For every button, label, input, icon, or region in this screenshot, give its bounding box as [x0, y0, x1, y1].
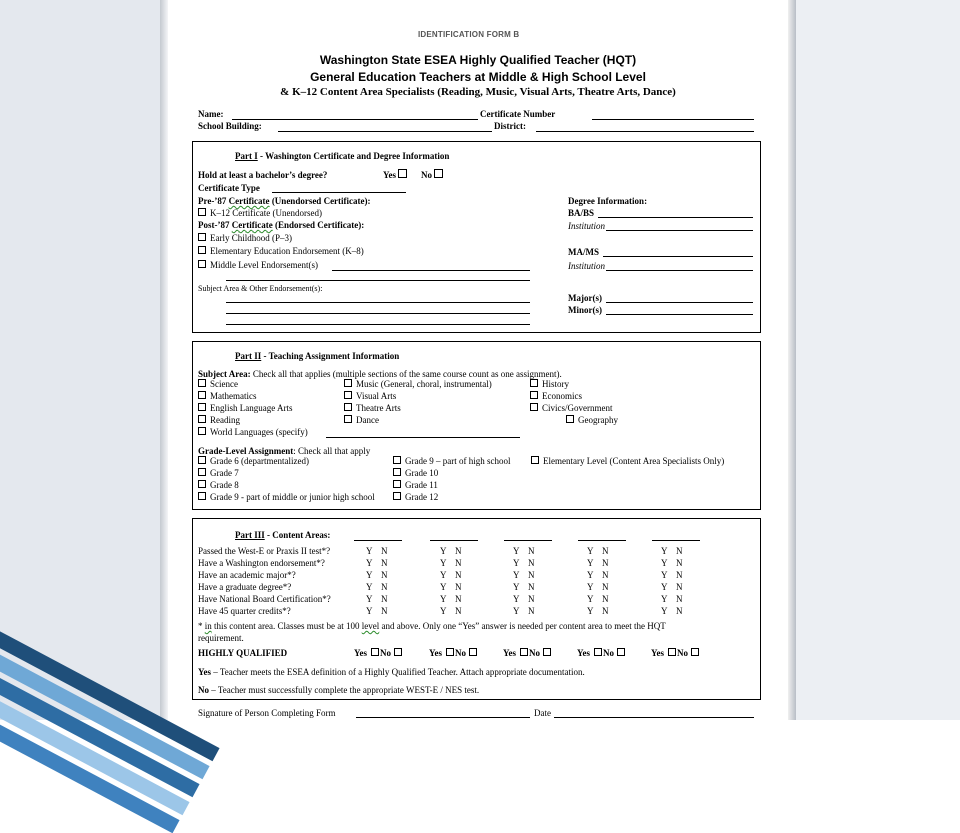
yes-option-col3[interactable]: Y [513, 582, 520, 592]
grade-6[interactable]: Grade 6 (departmentalized) [198, 456, 309, 466]
science-checkbox[interactable] [198, 379, 206, 387]
yes-option-col5[interactable]: Y [661, 606, 668, 616]
grade-8[interactable]: Grade 8 [198, 480, 239, 490]
part3-question: Have an academic major*? [198, 570, 296, 580]
hq-choice-col4 [577, 648, 629, 658]
yes-option-col3[interactable]: Y [513, 606, 520, 616]
part3-note-line2: requirement. [198, 633, 244, 643]
subject-civics[interactable]: Civics/Government [530, 403, 613, 413]
yes-option-col3[interactable]: Y [513, 570, 520, 580]
no-option-col2[interactable]: N [455, 558, 462, 568]
world-languages-checkbox[interactable] [198, 427, 206, 435]
no-option-col1[interactable]: N [381, 582, 388, 592]
elementary-option[interactable]: Elementary Education Endorsement (K–8) [198, 246, 364, 256]
form-title-line2: General Education Teachers at Middle & High School Level [310, 70, 646, 84]
no-option-col3[interactable]: N [528, 546, 535, 556]
form-title-line3: & K–12 Content Area Specialists (Reading, Music, Visual Arts, Theatre Arts, Dance) [280, 86, 676, 98]
no-option-col3[interactable]: N [528, 606, 535, 616]
middle-level-field[interactable] [332, 270, 530, 271]
part3-title: Part III - Content Areas: [235, 530, 331, 540]
yes-option-col2[interactable]: Y [440, 558, 447, 568]
no-definition: No – Teacher must successfully complete the appropriate WEST-E / NES test. [198, 685, 480, 695]
no-option-col5[interactable]: N [676, 594, 683, 604]
civics-checkbox[interactable] [530, 403, 538, 411]
yes-option-col4[interactable]: Y [587, 558, 594, 568]
music-checkbox[interactable] [344, 379, 352, 387]
form-page [168, 0, 788, 720]
hq-yes-checkbox[interactable] [668, 648, 676, 656]
majors-label: Major(s) [568, 293, 602, 303]
babs-label: BA/BS [568, 208, 595, 218]
yes-option-col5[interactable]: Y [661, 594, 668, 604]
hq-no-checkbox[interactable] [394, 648, 402, 656]
yes-option-col5[interactable]: Y [661, 570, 668, 580]
hq-yes-label: Yes [577, 648, 590, 658]
yes-option-col2[interactable]: Y [440, 582, 447, 592]
ela-checkbox[interactable] [198, 403, 206, 411]
no-option-col2[interactable]: N [455, 570, 462, 580]
subject-other-line1[interactable] [226, 302, 530, 303]
hq-yes-checkbox[interactable] [520, 648, 528, 656]
part3-question: Passed the West-E or Praxis II test*? [198, 546, 331, 556]
middle-level-option[interactable]: Middle Level Endorsement(s) [198, 260, 318, 270]
yes-option-col2[interactable]: Y [440, 594, 447, 604]
hq-choice-col1 [354, 648, 406, 658]
hq-yes-label: Yes [651, 648, 664, 658]
yes-option-col4[interactable]: Y [587, 570, 594, 580]
no-option-col5[interactable]: N [676, 582, 683, 592]
hq-no-label: No [455, 648, 466, 658]
grade-10[interactable]: Grade 10 [393, 468, 438, 478]
date-label: Date [534, 708, 551, 718]
district-label: District: [494, 121, 526, 131]
yes-option-col4[interactable]: Y [587, 546, 594, 556]
majors-field[interactable] [606, 302, 753, 303]
grade-8-checkbox[interactable] [198, 480, 206, 488]
yes-option-col1[interactable]: Y [366, 570, 373, 580]
mathematics-checkbox[interactable] [198, 391, 206, 399]
post87-label: Post-’87 Certificate (Endorsed Certificate): [198, 220, 365, 230]
grade-9-middle[interactable]: Grade 9 - part of middle or junior high school [198, 492, 375, 502]
name-field[interactable] [232, 119, 478, 120]
yes-option-col2[interactable]: Y [440, 570, 447, 580]
yes-option-col1[interactable]: Y [366, 558, 373, 568]
no-option-col3[interactable]: N [528, 594, 535, 604]
pre87-label: Pre-’87 Certificate (Unendorsed Certificate): [198, 196, 371, 206]
yes-option-col4[interactable]: Y [587, 582, 594, 592]
theatre-arts-checkbox[interactable] [344, 403, 352, 411]
yes-option-col5[interactable]: Y [661, 546, 668, 556]
certificate-number-label: Certificate Number [480, 109, 556, 119]
part3-note: * in this content area. Classes must be at 100 level and above. Only one “Yes” answer is needed per content area to meet the HQT [198, 621, 666, 631]
history-checkbox[interactable] [530, 379, 538, 387]
k12-option[interactable]: K–12 Certificate (Unendorsed) [198, 208, 322, 218]
certificate-number-field[interactable] [592, 119, 754, 120]
no-option-col5[interactable]: N [676, 558, 683, 568]
subject-other-line2[interactable] [226, 313, 530, 314]
grade-9-high[interactable]: Grade 9 – part of high school [393, 456, 510, 466]
geography-checkbox[interactable] [566, 415, 574, 423]
institution1-field[interactable] [606, 230, 753, 231]
yes-option-col3[interactable]: Y [513, 546, 520, 556]
dance-checkbox[interactable] [344, 415, 352, 423]
no-option-col4[interactable]: N [602, 594, 609, 604]
yes-option-col1[interactable]: Y [366, 582, 373, 592]
grade-level-instruction: Grade-Level Assignment: Check all that apply [198, 446, 371, 456]
middle-level-checkbox[interactable] [198, 260, 206, 268]
yes-option-col5[interactable]: Y [661, 582, 668, 592]
hq-yes-checkbox[interactable] [594, 648, 602, 656]
district-field[interactable] [536, 131, 754, 132]
no-option-col4[interactable]: N [602, 570, 609, 580]
yes-option-col3[interactable]: Y [513, 594, 520, 604]
part3-question: Have National Board Certification*? [198, 594, 331, 604]
date-field[interactable] [554, 717, 754, 718]
elementary-checkbox[interactable] [198, 246, 206, 254]
no-option-col2[interactable]: N [455, 594, 462, 604]
institution1-label: Institution [568, 221, 606, 231]
content-area-2-field[interactable] [430, 540, 478, 541]
bachelor-yes[interactable]: Yes [383, 169, 411, 180]
hq-no-label: No [529, 648, 540, 658]
yes-definition: Yes – Teacher meets the ESEA definition of a Highly Qualified Teacher. Attach appropriate documentation. [198, 667, 585, 677]
subject-geography[interactable]: Geography [566, 415, 618, 425]
signature-field[interactable] [356, 717, 530, 718]
grade-12[interactable]: Grade 12 [393, 492, 438, 502]
world-languages-field[interactable] [326, 437, 520, 438]
background-right [796, 0, 960, 720]
grade-12-checkbox[interactable] [393, 492, 401, 500]
hq-yes-label: Yes [503, 648, 516, 658]
subject-ela[interactable]: English Language Arts [198, 403, 293, 413]
minors-label: Minor(s) [568, 305, 602, 315]
yes-option-col3[interactable]: Y [513, 558, 520, 568]
hq-choice-col3 [503, 648, 555, 658]
no-option-col2[interactable]: N [455, 606, 462, 616]
mams-field[interactable] [603, 256, 753, 257]
school-building-label: School Building: [198, 121, 262, 131]
part2-title: Part II - Teaching Assignment Information [235, 351, 400, 361]
subject-science[interactable]: Science [198, 379, 238, 389]
grade-9-high-checkbox[interactable] [393, 456, 401, 464]
no-option-col4[interactable]: N [602, 582, 609, 592]
no-option-col5[interactable]: N [676, 546, 683, 556]
subject-theatre-arts[interactable]: Theatre Arts [344, 403, 401, 413]
endorsement-extra-line[interactable] [226, 280, 530, 281]
subject-reading[interactable]: Reading [198, 415, 240, 425]
subject-world-languages[interactable]: World Languages (specify) [198, 427, 308, 437]
content-area-5-field[interactable] [652, 540, 700, 541]
visual-arts-checkbox[interactable] [344, 391, 352, 399]
signature-label: Signature of Person Completing Form [198, 708, 336, 718]
no-option-col5[interactable]: N [676, 570, 683, 580]
decorative-ribbon [0, 612, 170, 720]
no-option-col2[interactable]: N [455, 582, 462, 592]
hq-choice-col2 [429, 648, 481, 658]
subject-dance[interactable]: Dance [344, 415, 379, 425]
no-option-col1[interactable]: N [381, 558, 388, 568]
economics-checkbox[interactable] [530, 391, 538, 399]
babs-field[interactable] [598, 217, 753, 218]
content-area-4-field[interactable] [578, 540, 626, 541]
mams-label: MA/MS [568, 247, 599, 257]
institution2-field[interactable] [606, 270, 753, 271]
no-option-col4[interactable]: N [602, 546, 609, 556]
hq-no-checkbox[interactable] [617, 648, 625, 656]
subject-area-instruction: Subject Area: Check all that applies (multiple sections of the same course count as one assignment). [198, 369, 562, 379]
bachelor-no[interactable]: No [421, 169, 447, 180]
yes-option-col1[interactable]: Y [366, 606, 373, 616]
no-option-col1[interactable]: N [381, 606, 388, 616]
subject-economics[interactable]: Economics [530, 391, 582, 401]
yes-option-col1[interactable]: Y [366, 546, 373, 556]
part2-box [192, 341, 761, 510]
yes-option-col2[interactable]: Y [440, 546, 447, 556]
degree-info-label: Degree Information: [568, 196, 648, 206]
bachelor-yes-checkbox[interactable] [398, 169, 407, 178]
part3-question: Have a graduate degree*? [198, 582, 292, 592]
hq-no-label: No [603, 648, 614, 658]
part3-question: Have 45 quarter credits*? [198, 606, 291, 616]
grade-9-middle-checkbox[interactable] [198, 492, 206, 500]
no-option-col4[interactable]: N [602, 606, 609, 616]
form-label: IDENTIFICATION FORM B [418, 30, 520, 39]
subject-music[interactable]: Music (General, choral, instrumental) [344, 379, 492, 389]
hq-no-checkbox[interactable] [469, 648, 477, 656]
highly-qualified-label: HIGHLY QUALIFIED [198, 648, 288, 658]
elementary-level-checkbox[interactable] [531, 456, 539, 464]
grade-7[interactable]: Grade 7 [198, 468, 239, 478]
grade-7-checkbox[interactable] [198, 468, 206, 476]
yes-option-col4[interactable]: Y [587, 594, 594, 604]
subject-other-line3[interactable] [226, 324, 530, 325]
subject-mathematics[interactable]: Mathematics [198, 391, 257, 401]
no-option-col3[interactable]: N [528, 558, 535, 568]
name-label: Name: [198, 109, 224, 119]
school-building-field[interactable] [278, 131, 492, 132]
subject-other-label: Subject Area & Other Endorsement(s): [198, 284, 323, 293]
hq-choice-col5 [651, 648, 703, 658]
no-option-col1[interactable]: N [381, 546, 388, 556]
yes-option-col1[interactable]: Y [366, 594, 373, 604]
bachelor-question: Hold at least a bachelor’s degree? [198, 170, 328, 180]
hq-yes-label: Yes [429, 648, 442, 658]
page-edge [788, 0, 796, 720]
bachelor-no-checkbox[interactable] [434, 169, 443, 178]
yes-option-col2[interactable]: Y [440, 606, 447, 616]
grade-10-checkbox[interactable] [393, 468, 401, 476]
early-childhood-checkbox[interactable] [198, 233, 206, 241]
no-option-col4[interactable]: N [602, 558, 609, 568]
part3-question: Have a Washington endorsement*? [198, 558, 325, 568]
hq-yes-label: Yes [354, 648, 367, 658]
subject-visual-arts[interactable]: Visual Arts [344, 391, 396, 401]
institution2-label: Institution [568, 261, 606, 271]
minors-field[interactable] [606, 314, 753, 315]
no-option-col3[interactable]: N [528, 582, 535, 592]
hq-yes-checkbox[interactable] [446, 648, 454, 656]
subject-history[interactable]: History [530, 379, 569, 389]
certificate-type-label: Certificate Type [198, 183, 260, 193]
yes-option-col4[interactable]: Y [587, 606, 594, 616]
grade-6-checkbox[interactable] [198, 456, 206, 464]
no-option-col2[interactable]: N [455, 546, 462, 556]
hq-no-checkbox[interactable] [543, 648, 551, 656]
hq-no-checkbox[interactable] [691, 648, 699, 656]
hq-no-label: No [380, 648, 391, 658]
reading-checkbox[interactable] [198, 415, 206, 423]
certificate-type-field[interactable] [272, 192, 406, 193]
k12-checkbox[interactable] [198, 208, 206, 216]
content-area-1-field[interactable] [354, 540, 402, 541]
hq-yes-checkbox[interactable] [371, 648, 379, 656]
content-area-3-field[interactable] [504, 540, 552, 541]
hq-no-label: No [677, 648, 688, 658]
no-option-col5[interactable]: N [676, 606, 683, 616]
grade-11[interactable]: Grade 11 [393, 480, 438, 490]
elementary-level[interactable]: Elementary Level (Content Area Specialists Only) [531, 456, 724, 466]
grade-11-checkbox[interactable] [393, 480, 401, 488]
form-title-line1: Washington State ESEA Highly Qualified Teacher (HQT) [319, 53, 637, 67]
no-option-col1[interactable]: N [381, 570, 388, 580]
part1-title: Part I - Washington Certificate and Degree Information [235, 151, 450, 161]
no-option-col3[interactable]: N [528, 570, 535, 580]
early-childhood-option[interactable]: Early Childhood (P–3) [198, 233, 292, 243]
no-option-col1[interactable]: N [381, 594, 388, 604]
yes-option-col5[interactable]: Y [661, 558, 668, 568]
